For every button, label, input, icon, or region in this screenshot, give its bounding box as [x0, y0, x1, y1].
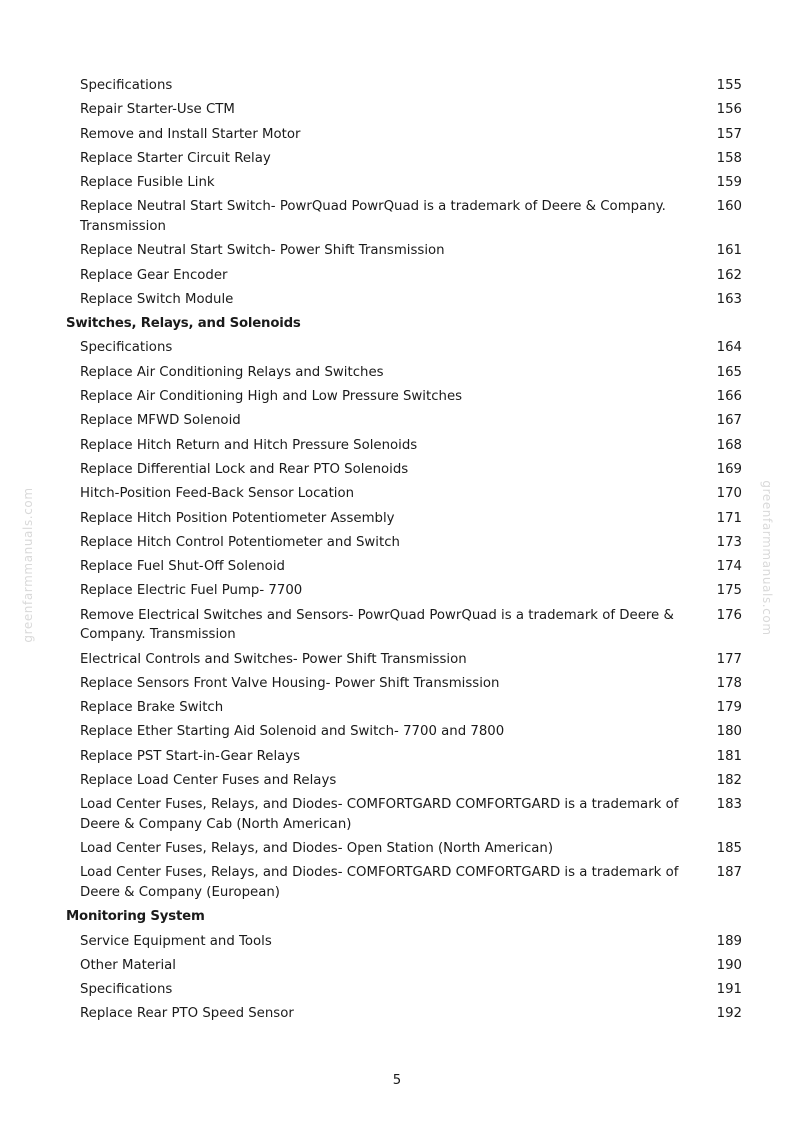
toc-entry[interactable]: [0, 863, 794, 902]
toc-entry-page-number: 161: [716, 243, 742, 259]
toc-entry[interactable]: [0, 674, 794, 694]
toc-entry-title: Replace Switch Module: [80, 291, 234, 307]
toc-entry-page-number: 185: [716, 841, 742, 857]
toc-entry-title: Replace Rear PTO Speed Sensor: [80, 1006, 294, 1022]
toc-entry[interactable]: [0, 533, 794, 553]
toc-entry-title: Remove Electrical Switches and Sensors- PowrQuad PowrQuad is a trademark of Deere & Company. Transmission: [80, 607, 674, 643]
toc-entry[interactable]: [0, 100, 794, 120]
toc-entry-page-number: 187: [716, 865, 742, 881]
toc-entry-page-number: 176: [716, 607, 742, 623]
toc-section-heading: Monitoring System: [66, 909, 205, 925]
toc-entry[interactable]: [0, 698, 794, 718]
toc-entry-page-number: 181: [716, 748, 742, 764]
toc-entry-title: Replace Ether Starting Aid Solenoid and Switch- 7700 and 7800: [80, 724, 505, 740]
toc-entry[interactable]: [0, 125, 794, 145]
toc-entry-page-number: 155: [716, 78, 742, 93]
watermark-right: greenfarmmanuals.com: [760, 480, 774, 636]
toc-entry[interactable]: [0, 650, 794, 670]
toc-entry[interactable]: [0, 241, 794, 261]
toc-entry-page-number: 170: [716, 486, 742, 502]
toc-entry-page-number: 156: [716, 102, 742, 118]
toc-entry[interactable]: [0, 839, 794, 859]
toc-entry-page-number: 179: [716, 700, 742, 716]
toc-entry[interactable]: [0, 795, 794, 834]
toc-entry-page-number: 162: [716, 267, 742, 283]
toc-entry-title: Load Center Fuses, Relays, and Diodes- COMFORTGARD COMFORTGARD is a trademark of Deere & Company Cab (North American): [80, 797, 679, 832]
toc-entry-page-number: 182: [716, 773, 742, 789]
toc-entry[interactable]: [0, 484, 794, 504]
toc-entry-page-number: 183: [716, 797, 742, 813]
toc-entry[interactable]: [0, 76, 794, 96]
toc-entry[interactable]: [0, 606, 794, 645]
page-number: 5: [392, 1073, 402, 1088]
toc-entry-page-number: 177: [716, 651, 742, 667]
toc-section-heading: Switches, Relays, and Solenoids: [66, 316, 301, 332]
toc-entry-title: Replace Air Conditioning High and Low Pressure Switches: [80, 389, 463, 405]
toc-entry-page-number: 173: [716, 534, 742, 550]
toc-entry-title: Remove and Install Starter Motor: [80, 126, 301, 142]
toc-entry-page-number: 159: [716, 175, 742, 191]
toc-entry[interactable]: [0, 509, 794, 529]
toc-entry-title: Replace Hitch Control Potentiometer and Switch: [80, 534, 400, 550]
toc-entry[interactable]: [0, 338, 794, 358]
toc-entry-title: Specifications: [80, 982, 173, 998]
toc-entry-title: Replace Hitch Return and Hitch Pressure Solenoids: [80, 437, 418, 453]
toc-entry-title: Other Material: [80, 957, 176, 973]
toc-entry-page-number: 175: [716, 583, 742, 599]
toc-entry-page-number: 191: [716, 982, 742, 998]
toc-entry[interactable]: [0, 387, 794, 407]
toc-entry[interactable]: [0, 581, 794, 601]
toc-entry[interactable]: [0, 197, 794, 236]
toc-entry-title: Replace Differential Lock and Rear PTO Solenoids: [80, 461, 409, 477]
toc-entry-title: Replace PST Start-in-Gear Relays: [80, 748, 301, 764]
toc-entry-title: Replace MFWD Solenoid: [80, 413, 241, 429]
toc-entry-title: Replace Hitch Position Potentiometer Assembly: [80, 510, 395, 526]
toc-entry-page-number: 178: [716, 675, 742, 691]
toc-entry-title: Repair Starter-Use CTM: [80, 102, 235, 118]
toc-entry-title: Replace Air Conditioning Relays and Switches: [80, 364, 384, 380]
toc-entry-title: Load Center Fuses, Relays, and Diodes- COMFORTGARD COMFORTGARD is a trademark of Deere & Company (European): [80, 865, 679, 900]
toc-entry-title: Replace Gear Encoder: [80, 267, 228, 283]
toc-entry[interactable]: [0, 436, 794, 456]
toc-entry-page-number: 168: [716, 437, 742, 453]
toc-entry-title: Replace Neutral Start Switch- PowrQuad PowrQuad is a trademark of Deere & Company. Transmission: [80, 199, 666, 234]
toc-entry[interactable]: [0, 771, 794, 791]
toc-entry-title: Hitch-Position Feed-Back Sensor Location: [80, 486, 355, 502]
toc-entry[interactable]: [0, 290, 794, 310]
toc-entry-page-number: 189: [716, 933, 742, 949]
toc-entry[interactable]: [0, 557, 794, 577]
toc-entry-page-number: 190: [716, 957, 742, 973]
toc-entry[interactable]: [0, 932, 794, 952]
toc-entry-title: Replace Load Center Fuses and Relays: [80, 773, 337, 789]
toc-entry[interactable]: [0, 411, 794, 431]
toc-entry-page-number: 157: [716, 126, 742, 142]
toc-entry-page-number: 158: [716, 150, 742, 166]
toc-entry-title: Service Equipment and Tools: [80, 933, 272, 949]
toc-entry[interactable]: [0, 956, 794, 976]
toc-entry[interactable]: [0, 363, 794, 383]
table-of-contents: [0, 76, 794, 1029]
toc-entry-title: Replace Neutral Start Switch- Power Shift Transmission: [80, 243, 445, 259]
toc-entry-title: Replace Starter Circuit Relay: [80, 150, 271, 166]
toc-entry[interactable]: [0, 460, 794, 480]
toc-entry-page-number: 174: [716, 559, 742, 575]
toc-entry-page-number: 165: [716, 364, 742, 380]
toc-entry-page-number: 160: [716, 199, 742, 215]
toc-entry[interactable]: [0, 266, 794, 286]
toc-entry-title: Replace Fuel Shut-Off Solenoid: [80, 559, 285, 575]
toc-entry-page-number: 169: [716, 461, 742, 477]
toc-entry-title: Specifications: [80, 78, 173, 93]
toc-entry-page-number: 166: [716, 389, 742, 405]
watermark-left: greenfarmmanuals.com: [21, 487, 35, 643]
toc-entry-title: Replace Sensors Front Valve Housing- Power Shift Transmission: [80, 675, 500, 691]
toc-entry-page-number: 171: [716, 510, 742, 526]
toc-entry-title: Specifications: [80, 340, 173, 356]
toc-entry[interactable]: [0, 1004, 794, 1024]
toc-entry-page-number: 164: [716, 340, 742, 356]
toc-entry-title: Replace Electric Fuel Pump- 7700: [80, 583, 303, 599]
toc-entry-page-number: 163: [716, 291, 742, 307]
toc-entry-title: Load Center Fuses, Relays, and Diodes- Open Station (North American): [80, 841, 554, 857]
toc-entry[interactable]: [0, 173, 794, 193]
toc-entry-title: Replace Brake Switch: [80, 700, 224, 716]
toc-entry[interactable]: [0, 747, 794, 767]
toc-entry[interactable]: [0, 722, 794, 742]
toc-entry-page-number: 192: [716, 1006, 742, 1022]
toc-entry-page-number: 180: [716, 724, 742, 740]
toc-entry[interactable]: [0, 980, 794, 1000]
toc-entry-title: Replace Fusible Link: [80, 175, 215, 191]
toc-entry-page-number: 167: [716, 413, 742, 429]
toc-entry[interactable]: [0, 149, 794, 169]
toc-entry-title: Electrical Controls and Switches- Power Shift Transmission: [80, 651, 467, 667]
